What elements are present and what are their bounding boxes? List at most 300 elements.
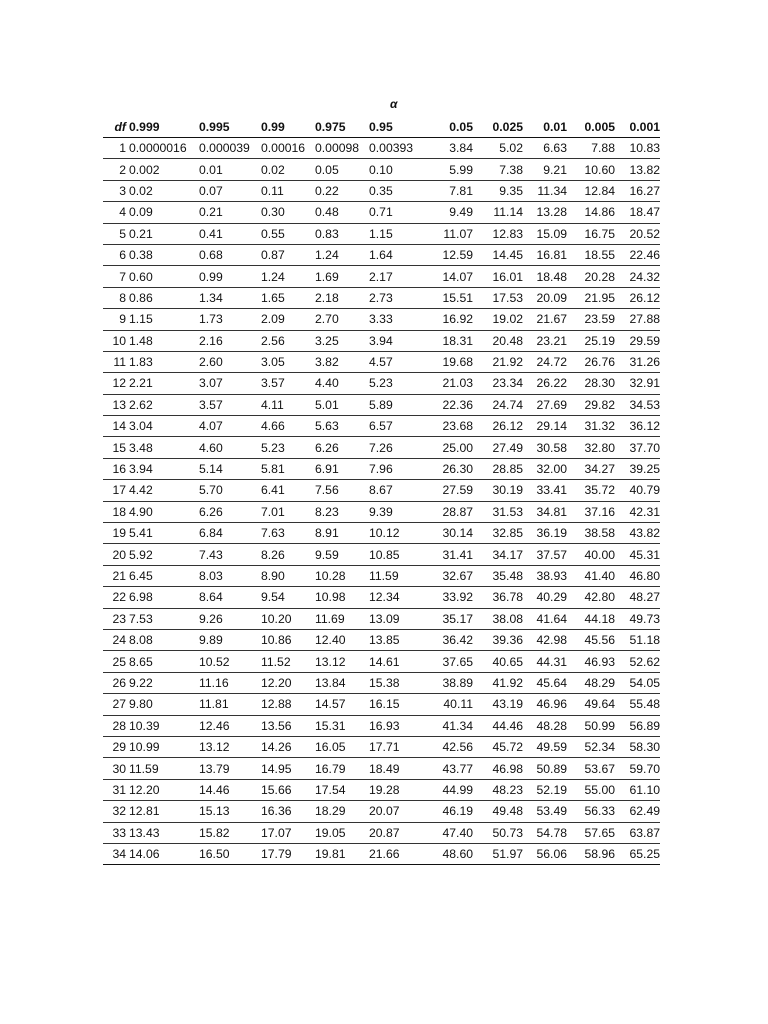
- table-row: [103, 138, 660, 159]
- critical-value-cell: 29.82: [567, 394, 615, 415]
- critical-value-cell: 9.22: [129, 672, 199, 693]
- df-cell: 16: [103, 458, 129, 479]
- critical-value-cell: 3.94: [369, 330, 425, 351]
- critical-value-cell: 52.34: [567, 736, 615, 757]
- critical-value-cell: 19.68: [425, 351, 473, 372]
- critical-value-cell: 54.78: [523, 822, 567, 843]
- critical-value-cell: 36.19: [523, 523, 567, 544]
- critical-value-cell: 0.00393: [369, 138, 425, 159]
- critical-value-cell: 14.57: [315, 694, 369, 715]
- table-row: [103, 458, 660, 479]
- critical-value-cell: 30.14: [425, 523, 473, 544]
- table-row: [103, 523, 660, 544]
- critical-value-cell: 6.45: [129, 565, 199, 586]
- critical-value-cell: 13.56: [261, 715, 315, 736]
- critical-value-cell: 49.64: [567, 694, 615, 715]
- critical-value-cell: 0.68: [199, 244, 261, 265]
- critical-value-cell: 4.57: [369, 351, 425, 372]
- critical-value-cell: 12.40: [315, 629, 369, 650]
- critical-value-cell: 46.80: [615, 565, 660, 586]
- df-cell: 19: [103, 523, 129, 544]
- critical-value-cell: 1.69: [315, 266, 369, 287]
- critical-value-cell: 3.48: [129, 437, 199, 458]
- critical-value-cell: 13.28: [523, 202, 567, 223]
- critical-value-cell: 2.18: [315, 287, 369, 308]
- critical-value-cell: 9.80: [129, 694, 199, 715]
- critical-value-cell: 0.09: [129, 202, 199, 223]
- critical-value-cell: 3.57: [199, 394, 261, 415]
- critical-value-cell: 1.15: [369, 223, 425, 244]
- critical-value-cell: 20.09: [523, 287, 567, 308]
- critical-value-cell: 10.52: [199, 651, 261, 672]
- critical-value-cell: 27.88: [615, 309, 660, 330]
- critical-value-cell: 0.002: [129, 159, 199, 180]
- critical-value-cell: 2.17: [369, 266, 425, 287]
- critical-value-cell: 61.10: [615, 779, 660, 800]
- critical-value-cell: 8.03: [199, 565, 261, 586]
- critical-value-cell: 33.92: [425, 587, 473, 608]
- critical-value-cell: 10.20: [261, 608, 315, 629]
- critical-value-cell: 48.23: [473, 779, 523, 800]
- critical-value-cell: 1.48: [129, 330, 199, 351]
- critical-value-cell: 65.25: [615, 843, 660, 864]
- critical-value-cell: 2.16: [199, 330, 261, 351]
- critical-value-cell: 34.81: [523, 501, 567, 522]
- table-row: [103, 608, 660, 629]
- critical-value-cell: 21.67: [523, 309, 567, 330]
- critical-value-cell: 0.00016: [261, 138, 315, 159]
- critical-value-cell: 0.05: [315, 159, 369, 180]
- critical-value-cell: 25.00: [425, 437, 473, 458]
- table-header-row: [103, 117, 660, 138]
- critical-value-cell: 56.89: [615, 715, 660, 736]
- table-row: [103, 309, 660, 330]
- header-alpha-0.99: 0.99: [261, 117, 315, 138]
- critical-value-cell: 27.69: [523, 394, 567, 415]
- critical-value-cell: 5.23: [369, 373, 425, 394]
- df-cell: 32: [103, 801, 129, 822]
- critical-value-cell: 41.40: [567, 565, 615, 586]
- critical-value-cell: 37.57: [523, 544, 567, 565]
- critical-value-cell: 17.53: [473, 287, 523, 308]
- critical-value-cell: 6.91: [315, 458, 369, 479]
- critical-value-cell: 50.73: [473, 822, 523, 843]
- critical-value-cell: 1.83: [129, 351, 199, 372]
- critical-value-cell: 2.09: [261, 309, 315, 330]
- critical-value-cell: 40.65: [473, 651, 523, 672]
- critical-value-cell: 7.01: [261, 501, 315, 522]
- critical-value-cell: 28.30: [567, 373, 615, 394]
- critical-value-cell: 13.84: [315, 672, 369, 693]
- critical-value-cell: 35.72: [567, 480, 615, 501]
- critical-value-cell: 0.99: [199, 266, 261, 287]
- critical-value-cell: 2.56: [261, 330, 315, 351]
- critical-value-cell: 1.15: [129, 309, 199, 330]
- critical-value-cell: 13.79: [199, 758, 261, 779]
- critical-value-cell: 2.60: [199, 351, 261, 372]
- critical-value-cell: 38.08: [473, 608, 523, 629]
- critical-value-cell: 20.87: [369, 822, 425, 843]
- critical-value-cell: 13.12: [199, 736, 261, 757]
- critical-value-cell: 6.84: [199, 523, 261, 544]
- critical-value-cell: 0.000039: [199, 138, 261, 159]
- critical-value-cell: 11.14: [473, 202, 523, 223]
- critical-value-cell: 63.87: [615, 822, 660, 843]
- critical-value-cell: 12.83: [473, 223, 523, 244]
- critical-value-cell: 34.53: [615, 394, 660, 415]
- critical-value-cell: 44.46: [473, 715, 523, 736]
- critical-value-cell: 7.26: [369, 437, 425, 458]
- critical-value-cell: 0.86: [129, 287, 199, 308]
- table-row: [103, 694, 660, 715]
- critical-value-cell: 1.24: [261, 266, 315, 287]
- critical-value-cell: 16.81: [523, 244, 567, 265]
- critical-value-cell: 36.12: [615, 416, 660, 437]
- critical-value-cell: 3.82: [315, 351, 369, 372]
- critical-value-cell: 14.86: [567, 202, 615, 223]
- critical-value-cell: 18.47: [615, 202, 660, 223]
- critical-value-cell: 0.30: [261, 202, 315, 223]
- critical-value-cell: 31.41: [425, 544, 473, 565]
- table-row: [103, 501, 660, 522]
- df-cell: 3: [103, 180, 129, 201]
- critical-value-cell: 0.35: [369, 180, 425, 201]
- df-cell: 34: [103, 843, 129, 864]
- critical-value-cell: 16.92: [425, 309, 473, 330]
- critical-value-cell: 13.43: [129, 822, 199, 843]
- critical-value-cell: 6.57: [369, 416, 425, 437]
- critical-value-cell: 17.54: [315, 779, 369, 800]
- critical-value-cell: 20.52: [615, 223, 660, 244]
- critical-value-cell: 15.82: [199, 822, 261, 843]
- critical-value-cell: 11.52: [261, 651, 315, 672]
- critical-value-cell: 2.21: [129, 373, 199, 394]
- critical-value-cell: 40.79: [615, 480, 660, 501]
- critical-value-cell: 31.26: [615, 351, 660, 372]
- critical-value-cell: 49.48: [473, 801, 523, 822]
- critical-value-cell: 44.99: [425, 779, 473, 800]
- critical-value-cell: 17.71: [369, 736, 425, 757]
- critical-value-cell: 14.06: [129, 843, 199, 864]
- critical-value-cell: 11.81: [199, 694, 261, 715]
- df-cell: 29: [103, 736, 129, 757]
- critical-value-cell: 42.31: [615, 501, 660, 522]
- critical-value-cell: 46.96: [523, 694, 567, 715]
- critical-value-cell: 23.68: [425, 416, 473, 437]
- critical-value-cell: 32.91: [615, 373, 660, 394]
- critical-value-cell: 15.13: [199, 801, 261, 822]
- table-body: [103, 138, 660, 865]
- critical-value-cell: 17.07: [261, 822, 315, 843]
- df-cell: 15: [103, 437, 129, 458]
- critical-value-cell: 46.98: [473, 758, 523, 779]
- critical-value-cell: 3.94: [129, 458, 199, 479]
- critical-value-cell: 6.26: [199, 501, 261, 522]
- critical-value-cell: 24.72: [523, 351, 567, 372]
- df-cell: 7: [103, 266, 129, 287]
- df-cell: 12: [103, 373, 129, 394]
- table-row: [103, 159, 660, 180]
- critical-value-cell: 5.01: [315, 394, 369, 415]
- critical-value-cell: 10.85: [369, 544, 425, 565]
- table-row: [103, 758, 660, 779]
- critical-value-cell: 3.84: [425, 138, 473, 159]
- critical-value-cell: 20.28: [567, 266, 615, 287]
- critical-value-cell: 12.20: [261, 672, 315, 693]
- critical-value-cell: 10.28: [315, 565, 369, 586]
- critical-value-cell: 32.00: [523, 458, 567, 479]
- critical-value-cell: 44.18: [567, 608, 615, 629]
- critical-value-cell: 3.05: [261, 351, 315, 372]
- critical-value-cell: 5.63: [315, 416, 369, 437]
- critical-value-cell: 49.73: [615, 608, 660, 629]
- critical-value-cell: 9.49: [425, 202, 473, 223]
- critical-value-cell: 13.12: [315, 651, 369, 672]
- critical-value-cell: 8.67: [369, 480, 425, 501]
- critical-value-cell: 21.95: [567, 287, 615, 308]
- df-cell: 5: [103, 223, 129, 244]
- critical-value-cell: 25.19: [567, 330, 615, 351]
- table-row: [103, 394, 660, 415]
- table-row: [103, 244, 660, 265]
- critical-value-cell: 12.81: [129, 801, 199, 822]
- critical-value-cell: 44.31: [523, 651, 567, 672]
- critical-value-cell: 45.72: [473, 736, 523, 757]
- critical-value-cell: 16.01: [473, 266, 523, 287]
- critical-value-cell: 19.81: [315, 843, 369, 864]
- critical-value-cell: 4.66: [261, 416, 315, 437]
- critical-value-cell: 23.34: [473, 373, 523, 394]
- critical-value-cell: 4.90: [129, 501, 199, 522]
- critical-value-cell: 43.77: [425, 758, 473, 779]
- critical-value-cell: 15.31: [315, 715, 369, 736]
- critical-value-cell: 58.30: [615, 736, 660, 757]
- critical-value-cell: 14.95: [261, 758, 315, 779]
- critical-value-cell: 0.00098: [315, 138, 369, 159]
- df-cell: 23: [103, 608, 129, 629]
- critical-value-cell: 6.98: [129, 587, 199, 608]
- critical-value-cell: 34.17: [473, 544, 523, 565]
- critical-value-cell: 47.40: [425, 822, 473, 843]
- critical-value-cell: 8.91: [315, 523, 369, 544]
- table-row: [103, 779, 660, 800]
- critical-value-cell: 57.65: [567, 822, 615, 843]
- critical-value-cell: 21.03: [425, 373, 473, 394]
- critical-value-cell: 4.40: [315, 373, 369, 394]
- critical-value-cell: 19.02: [473, 309, 523, 330]
- table-row: [103, 651, 660, 672]
- critical-value-cell: 16.79: [315, 758, 369, 779]
- table-row: [103, 672, 660, 693]
- critical-value-cell: 19.05: [315, 822, 369, 843]
- df-cell: 18: [103, 501, 129, 522]
- critical-value-cell: 16.93: [369, 715, 425, 736]
- critical-value-cell: 29.59: [615, 330, 660, 351]
- critical-value-cell: 38.58: [567, 523, 615, 544]
- df-cell: 6: [103, 244, 129, 265]
- table-row: [103, 416, 660, 437]
- table-row: [103, 202, 660, 223]
- header-alpha-0.001: 0.001: [615, 117, 660, 138]
- critical-value-cell: 4.60: [199, 437, 261, 458]
- critical-value-cell: 0.41: [199, 223, 261, 244]
- table-row: [103, 287, 660, 308]
- critical-value-cell: 18.55: [567, 244, 615, 265]
- critical-value-cell: 3.33: [369, 309, 425, 330]
- critical-value-cell: 11.59: [369, 565, 425, 586]
- critical-value-cell: 1.24: [315, 244, 369, 265]
- critical-value-cell: 26.22: [523, 373, 567, 394]
- critical-value-cell: 55.00: [567, 779, 615, 800]
- critical-value-cell: 0.22: [315, 180, 369, 201]
- critical-value-cell: 50.99: [567, 715, 615, 736]
- critical-value-cell: 40.29: [523, 587, 567, 608]
- df-cell: 14: [103, 416, 129, 437]
- critical-value-cell: 1.73: [199, 309, 261, 330]
- critical-value-cell: 28.87: [425, 501, 473, 522]
- critical-value-cell: 16.15: [369, 694, 425, 715]
- critical-value-cell: 20.48: [473, 330, 523, 351]
- critical-value-cell: 2.73: [369, 287, 425, 308]
- df-cell: 25: [103, 651, 129, 672]
- table-row: [103, 180, 660, 201]
- table-row: [103, 736, 660, 757]
- table-row: [103, 544, 660, 565]
- critical-value-cell: 42.56: [425, 736, 473, 757]
- table-row: [103, 480, 660, 501]
- df-cell: 27: [103, 694, 129, 715]
- critical-value-cell: 5.89: [369, 394, 425, 415]
- critical-value-cell: 7.96: [369, 458, 425, 479]
- critical-value-cell: 41.34: [425, 715, 473, 736]
- table-row: [103, 373, 660, 394]
- header-alpha-0.995: 0.995: [199, 117, 261, 138]
- critical-value-cell: 22.46: [615, 244, 660, 265]
- critical-value-cell: 4.11: [261, 394, 315, 415]
- critical-value-cell: 38.89: [425, 672, 473, 693]
- critical-value-cell: 37.70: [615, 437, 660, 458]
- df-cell: 8: [103, 287, 129, 308]
- header-alpha-0.005: 0.005: [567, 117, 615, 138]
- critical-value-cell: 54.05: [615, 672, 660, 693]
- critical-value-cell: 7.38: [473, 159, 523, 180]
- critical-value-cell: 5.81: [261, 458, 315, 479]
- critical-value-cell: 0.21: [199, 202, 261, 223]
- critical-value-cell: 39.36: [473, 629, 523, 650]
- critical-value-cell: 51.18: [615, 629, 660, 650]
- critical-value-cell: 16.50: [199, 843, 261, 864]
- critical-value-cell: 6.63: [523, 138, 567, 159]
- critical-value-cell: 5.41: [129, 523, 199, 544]
- alpha-column-group-label: α: [390, 97, 398, 111]
- critical-value-cell: 1.64: [369, 244, 425, 265]
- critical-value-cell: 48.29: [567, 672, 615, 693]
- table-row: [103, 565, 660, 586]
- critical-value-cell: 53.49: [523, 801, 567, 822]
- df-cell: 2: [103, 159, 129, 180]
- critical-value-cell: 27.49: [473, 437, 523, 458]
- critical-value-cell: 42.98: [523, 629, 567, 650]
- critical-value-cell: 7.53: [129, 608, 199, 629]
- header-alpha-0.05: 0.05: [425, 117, 473, 138]
- df-cell: 17: [103, 480, 129, 501]
- header-df: df: [103, 117, 129, 138]
- critical-value-cell: 13.09: [369, 608, 425, 629]
- critical-value-cell: 18.29: [315, 801, 369, 822]
- critical-value-cell: 0.0000016: [129, 138, 199, 159]
- critical-value-cell: 0.07: [199, 180, 261, 201]
- critical-value-cell: 9.39: [369, 501, 425, 522]
- critical-value-cell: 59.70: [615, 758, 660, 779]
- critical-value-cell: 32.80: [567, 437, 615, 458]
- critical-value-cell: 35.17: [425, 608, 473, 629]
- critical-value-cell: 26.12: [473, 416, 523, 437]
- critical-value-cell: 11.69: [315, 608, 369, 629]
- header-alpha-0.025: 0.025: [473, 117, 523, 138]
- critical-value-cell: 30.58: [523, 437, 567, 458]
- df-cell: 9: [103, 309, 129, 330]
- critical-value-cell: 7.81: [425, 180, 473, 201]
- critical-value-cell: 56.06: [523, 843, 567, 864]
- critical-value-cell: 40.11: [425, 694, 473, 715]
- critical-value-cell: 17.79: [261, 843, 315, 864]
- header-alpha-0.01: 0.01: [523, 117, 567, 138]
- critical-value-cell: 30.19: [473, 480, 523, 501]
- critical-value-cell: 53.67: [567, 758, 615, 779]
- critical-value-cell: 16.75: [567, 223, 615, 244]
- df-cell: 10: [103, 330, 129, 351]
- critical-value-cell: 10.60: [567, 159, 615, 180]
- table-row: [103, 629, 660, 650]
- critical-value-cell: 40.00: [567, 544, 615, 565]
- critical-value-cell: 45.31: [615, 544, 660, 565]
- df-cell: 24: [103, 629, 129, 650]
- header-alpha-0.975: 0.975: [315, 117, 369, 138]
- critical-value-cell: 36.78: [473, 587, 523, 608]
- df-cell: 26: [103, 672, 129, 693]
- critical-value-cell: 8.23: [315, 501, 369, 522]
- critical-value-cell: 10.99: [129, 736, 199, 757]
- critical-value-cell: 45.56: [567, 629, 615, 650]
- critical-value-cell: 11.59: [129, 758, 199, 779]
- critical-value-cell: 0.02: [129, 180, 199, 201]
- critical-value-cell: 34.27: [567, 458, 615, 479]
- critical-value-cell: 42.80: [567, 587, 615, 608]
- critical-value-cell: 46.19: [425, 801, 473, 822]
- critical-value-cell: 12.88: [261, 694, 315, 715]
- critical-value-cell: 8.65: [129, 651, 199, 672]
- critical-value-cell: 33.41: [523, 480, 567, 501]
- critical-value-cell: 9.89: [199, 629, 261, 650]
- critical-value-cell: 35.48: [473, 565, 523, 586]
- critical-value-cell: 58.96: [567, 843, 615, 864]
- table-row: [103, 587, 660, 608]
- critical-value-cell: 41.64: [523, 608, 567, 629]
- critical-value-cell: 55.48: [615, 694, 660, 715]
- critical-value-cell: 0.83: [315, 223, 369, 244]
- critical-value-cell: 10.98: [315, 587, 369, 608]
- critical-value-cell: 5.02: [473, 138, 523, 159]
- df-cell: 21: [103, 565, 129, 586]
- critical-value-cell: 56.33: [567, 801, 615, 822]
- critical-value-cell: 0.55: [261, 223, 315, 244]
- critical-value-cell: 38.93: [523, 565, 567, 586]
- critical-value-cell: 15.51: [425, 287, 473, 308]
- df-cell: 22: [103, 587, 129, 608]
- critical-value-cell: 48.27: [615, 587, 660, 608]
- critical-value-cell: 15.66: [261, 779, 315, 800]
- critical-value-cell: 18.49: [369, 758, 425, 779]
